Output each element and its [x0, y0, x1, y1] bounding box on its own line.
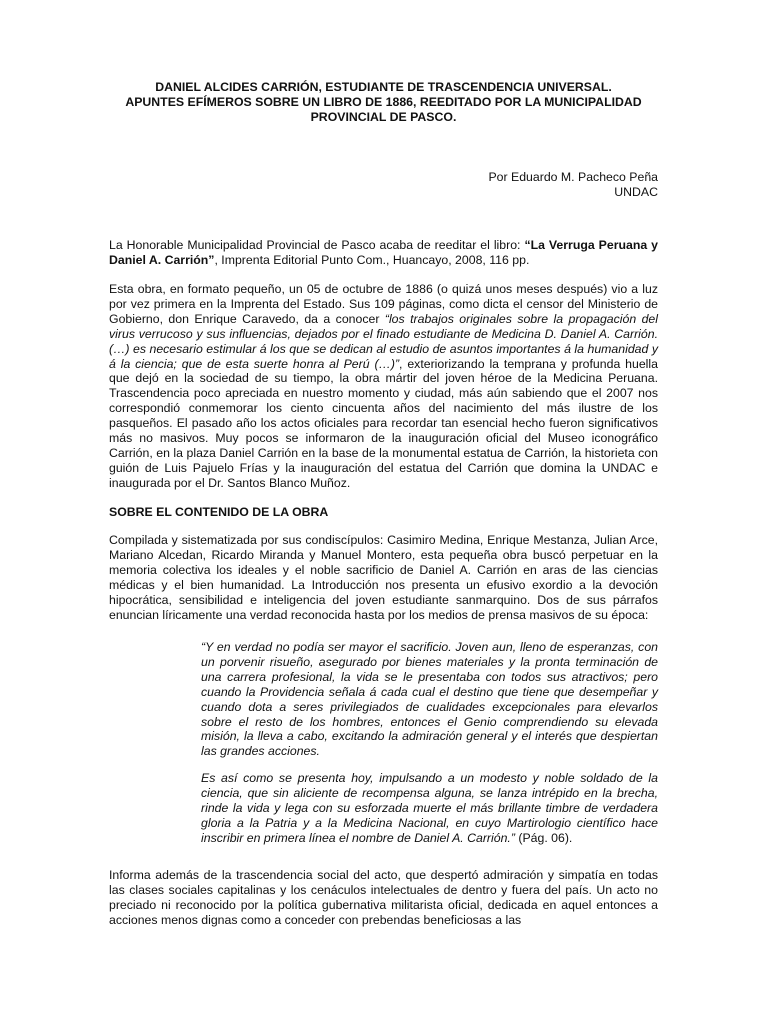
title-line-3: PROVINCIAL DE PASCO. [310, 110, 457, 124]
body-paragraph-4: Informa además de la trascendencia social del acto, que despertó admiración y simpatía en todas las clases sociales capitalinas y los cenáculos intelectuales de dentro y fuera del país. Un acto no preciado ni reconocido por la política gubernativa militarista oficial, dedicada en aquel entonces a acciones menos dignas como a conceder con prebendas beneficiosas a las [109, 868, 658, 927]
intro-paragraph [109, 238, 658, 268]
section-heading: SOBRE EL CONTENIDO DE LA OBRA [109, 505, 329, 519]
author-affiliation: UNDAC [614, 185, 658, 199]
body-paragraph-2 [109, 282, 658, 491]
quote-citation: (Pág. 06). [514, 830, 573, 845]
author-block [488, 170, 658, 200]
body-paragraph-3: Compilada y sistematizada por sus condiscípulos: Casimiro Medina, Enrique Mestanza, Julian Arce, Mariano Alcedan, Ricardo Miranda y Manuel Montero, esta pequeña obra buscó perpetuar en la memoria colectiva los ideales y el noble sacrificio de Daniel A. Carrión en aras de las ciencias médicas y el bien humanidad. La Introducción nos presenta un efusivo exordio a la devoción hipocrática, sensibilidad e inteligencia del joven estudiante sanmarquino. Dos de sus párrafos enuncian líricamente una verdad reconocida hasta por los medios de prensa masivos de su época: [109, 533, 658, 622]
title-line-1: DANIEL ALCIDES CARRIÓN, ESTUDIANTE DE TRASCENDENCIA UNIVERSAL. [155, 80, 612, 94]
intro-text: La Honorable Municipalidad Provincial de Pasco acaba de reeditar el libro: [109, 238, 525, 252]
intro-publication: , Imprenta Editorial Punto Com., Huancayo, 2008, 116 pp. [214, 252, 530, 267]
paragraph-2-text: Esta obra, en formato pequeño, un 05 de octubre de 1886 (o quizá unos meses después) vio a luz por vez primera en la Imprenta del Estado. Sus 109 páginas, como dicta el censor del Ministerio de Gobierno, don Enrique Caravedo, da a conocer [109, 282, 658, 326]
block-quote-2 [201, 771, 658, 846]
quote-2-text: Es así como se presenta hoy, impulsando a un modesto y noble soldado de la ciencia, que sin aliciente de recompensa alguna, se lanza intrépido en la brecha, rinde la vida y lega con su esforzada muerte el más brillante timbre de verdadera gloria a la Patria y a la Medicina Nacional, en cuyo Martirologio científico hace inscribir en primera línea el nombre de Daniel A. Carrión.” [201, 771, 658, 845]
censor-quote: “los trabajos originales sobre la propagación del virus verrucoso y sus influencias, dejados por el finado estudiante de Medicina D. Daniel A. Carrión. (…) es necesario estimular á los que se dedican al estudio de asuntos importantes á la humanidad y á la ciencia; que de esta suerte honra al Perú (…)” [109, 311, 659, 371]
block-quote-1: “Y en verdad no podía ser mayor el sacrificio. Joven aun, lleno de esperanzas, con un porvenir risueño, asegurado por bienes materiales y la pronta terminación de una carrera profesional, la vida se le presentaba con todos sus atractivos; pero cuando la Providencia señala á cada cual el destino que tiene que desempeñar y cuando dota a seres privilegiados de cualidades excepcionales para elevarlos sobre el resto de los hombres, entonces el Genio comprendiendo su elevada misión, la lleva a cabo, excitando la admiración general y el interés que despiertan las grandes acciones. [201, 640, 658, 759]
author-name: Por Eduardo M. Pacheco Peña [488, 170, 658, 184]
document-title [109, 80, 658, 125]
book-title: “La Verruga Peruana y Daniel A. Carrión” [109, 238, 658, 267]
paragraph-2-continuation: , exteriorizando la temprana y profunda huella que dejó en la sociedad de su tiempo, la obra mártir del joven héroe de la Medicina Peruana. Trascendencia poco apreciada en nuestro momento y ciudad, más aún sabiendo que el 2007 nos correspondió conmemorar los ciento cincuenta años del nacimiento del más ilustre de los pasqueños. El pasado año los actos oficiales para recordar tan esencial hecho fueron significativos más no masivos. Muy pocos se informaron de la inauguración oficial del Museo iconográfico Carrión, en la plaza Daniel Carrión en la base de la monumental estatua de Carrión, la historieta con guión de Luis Pajuelo Frías y la inauguración del estatua del Carrión que domina la UNDAC e inaugurada por el Dr. Santos Blanco Muñoz. [109, 356, 658, 490]
title-line-2: APUNTES EFÍMEROS SOBRE UN LIBRO DE 1886, REEDITADO POR LA MUNICIPALIDAD [125, 95, 642, 109]
